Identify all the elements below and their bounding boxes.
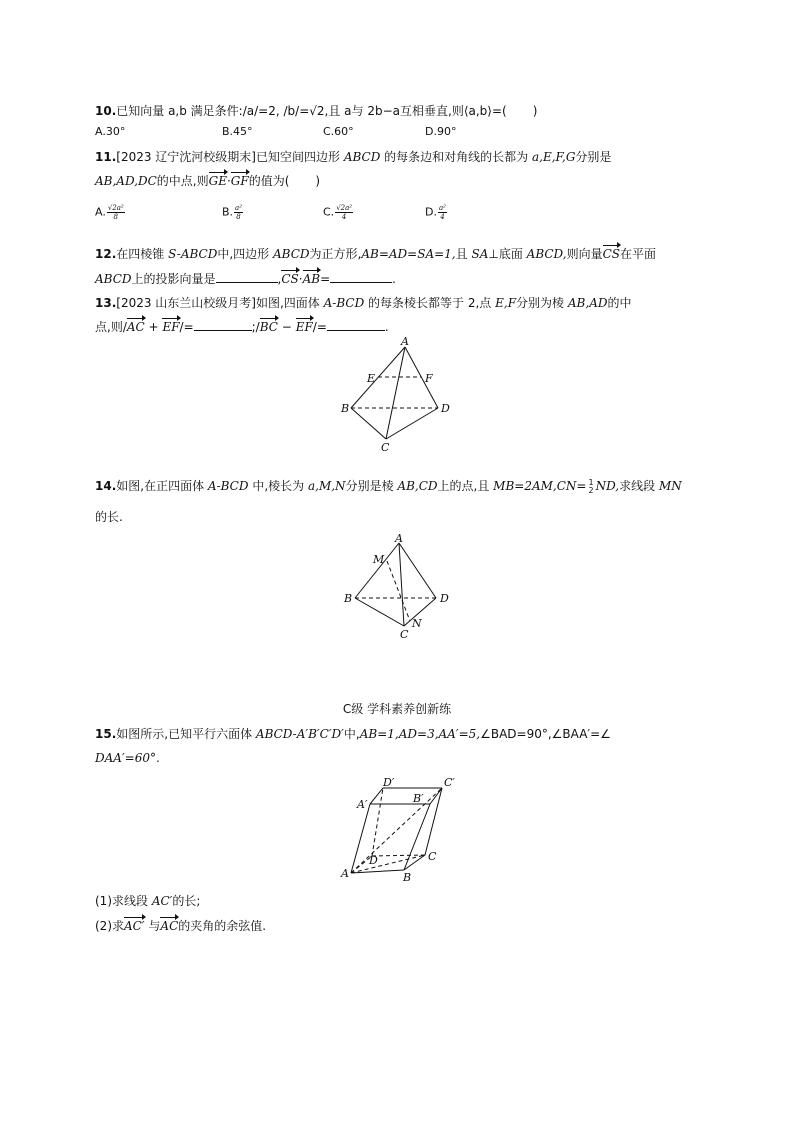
numerator: a² <box>235 204 243 212</box>
edge-dd1-hidden <box>372 788 383 856</box>
question-text: /a/=2, /b/=√2, <box>242 104 329 118</box>
math-var: ABCD <box>343 150 381 164</box>
vector-ac: AC <box>160 919 179 933</box>
label-e: E <box>367 372 376 385</box>
math-var: AB,CD <box>397 479 438 493</box>
vector-bc: BC <box>259 320 278 334</box>
numerator: a² <box>438 204 446 212</box>
punct: , <box>277 272 282 286</box>
edge-dc-hidden <box>372 855 425 856</box>
question-text: 的值为( <box>248 174 290 188</box>
paren: ) <box>315 174 321 188</box>
numerator: √2a² <box>107 204 124 212</box>
label-b1: B′ <box>413 792 424 805</box>
question-text: 分别是棱 <box>345 479 394 493</box>
question-text: 中,四边形 <box>217 247 270 261</box>
vector-ef: EF <box>295 320 313 334</box>
vector-ac: AC <box>126 320 145 334</box>
question-text: 的每条棱长都等于 2,点 <box>368 296 492 310</box>
question-text: 点,则/ <box>95 320 127 334</box>
punct: . <box>392 272 396 286</box>
question-text: 则向量 <box>566 247 603 261</box>
math-var: AB,AD,DC <box>95 174 157 188</box>
question-number: 12. <box>95 247 117 261</box>
label-c: C <box>428 850 437 863</box>
math-var: a,M,N <box>307 479 346 493</box>
question-text: 的中 <box>607 296 632 310</box>
vector-cs: CS <box>602 247 620 261</box>
question-number: 11. <box>95 150 117 164</box>
label-f: F <box>425 372 433 385</box>
math-var: AB,AD <box>567 296 608 310</box>
math-var: S-ABCD <box>168 247 218 261</box>
denominator: 4 <box>440 213 445 221</box>
label-b: B <box>403 871 412 884</box>
label-m: M <box>373 553 385 566</box>
question-text: /= <box>179 320 194 334</box>
equals: = <box>320 272 331 286</box>
question-text: 且 <box>455 247 468 261</box>
question-text: 且 a与 2b−a互相垂直,则⟨a,b⟩=( <box>328 104 507 118</box>
label-d1: D′ <box>383 776 395 789</box>
question-number: 10. <box>95 104 117 118</box>
math-var: AB=1,AD=3,AA′=5, <box>359 727 481 741</box>
question-text: 已知向量 a,b 满足条件: <box>116 104 243 118</box>
dot-operator: · <box>226 174 231 188</box>
question-number: 14. <box>95 479 117 493</box>
question-text: 分别为棱 <box>516 296 565 310</box>
label-c: C <box>381 441 390 454</box>
math-var: AC′ <box>151 894 173 908</box>
math-var: A-BCD <box>323 296 365 310</box>
label-a: A <box>395 532 403 545</box>
minus: − <box>281 320 292 334</box>
edge-aa1 <box>351 804 370 873</box>
denominator: 8 <box>236 213 241 221</box>
question-text: ∠BAD=90°,∠BAA′=∠ <box>480 727 611 741</box>
vector-ef: EF <box>162 320 180 334</box>
question-14-line2: 的长. <box>95 510 123 524</box>
label-c: C <box>400 628 409 641</box>
edge-cc1 <box>425 788 442 855</box>
option-label: A. <box>95 205 106 219</box>
math-var: ABCD, <box>526 247 567 261</box>
plus: + <box>148 320 159 334</box>
math-var: a,E,F,G <box>532 150 576 164</box>
question-text: 的长; <box>172 894 201 908</box>
math-var: SA <box>471 247 489 261</box>
question-number: 15. <box>95 727 117 741</box>
question-15-sub2 <box>95 918 266 934</box>
math-var: AB=AD=SA=1, <box>361 247 456 261</box>
question-text: [2023 辽宁沈河校级期末]已知空间四边形 <box>116 150 340 164</box>
option-d: D.90° <box>425 125 457 138</box>
question-text: 上的点,且 <box>437 479 490 493</box>
math-var: ABCD-A′B′C′D′ <box>255 727 344 741</box>
question-15-sub1 <box>95 893 200 909</box>
question-number: 13. <box>95 296 117 310</box>
question-text: [2023 山东兰山校级月考]如图,四面体 <box>116 296 320 310</box>
math-var: DAA′=60°. <box>95 751 160 765</box>
question-text: 中, <box>343 727 360 741</box>
math-var: A-BCD <box>207 479 249 493</box>
vector-ab: AB <box>302 272 321 286</box>
question-text: 的每条边和对角线的长都为 <box>384 150 529 164</box>
numerator: √2a² <box>336 204 353 212</box>
math-var: E,F <box>495 296 517 310</box>
dot-operator: · <box>298 272 303 286</box>
math-var: ND, <box>595 479 620 493</box>
punct: . <box>384 320 389 334</box>
question-text: 在平面 <box>619 247 656 261</box>
option-label: C. <box>323 205 335 219</box>
edge-d1a1 <box>370 788 383 804</box>
math-var: ABCD <box>273 247 310 261</box>
question-text: 求线段 <box>619 479 656 493</box>
label-d: D <box>369 854 378 867</box>
question-text: 在四棱锥 <box>116 247 165 261</box>
label-b: B <box>344 592 353 605</box>
label-n: N <box>412 617 422 630</box>
option-label: B. <box>222 205 234 219</box>
option-a: A.30° <box>95 125 126 138</box>
question-text: ;/ <box>251 320 260 334</box>
section-heading: C级 学科素养创新练 <box>342 702 452 716</box>
question-text: /= <box>312 320 327 334</box>
label-a: A <box>341 867 349 880</box>
label-d: D <box>440 592 449 605</box>
question-text: 为正方形, <box>309 247 362 261</box>
question-text: ) <box>532 104 538 118</box>
math-var: MN <box>658 479 682 493</box>
question-text: ⊥底面 <box>488 247 523 261</box>
label-d: D <box>441 402 450 415</box>
question-text: 的中点,则 <box>156 174 209 188</box>
question-text: 上的投影向量是 <box>131 272 216 286</box>
numerator: 1 <box>588 477 594 487</box>
label-b: B <box>341 402 350 415</box>
option-c: C.60° <box>323 125 354 138</box>
question-text: 中,棱长为 <box>252 479 305 493</box>
vector-cs: CS <box>281 272 299 286</box>
question-text: 分别是 <box>575 150 612 164</box>
label-a1: A′ <box>357 798 368 811</box>
question-text: 如图所示,已知平行六面体 <box>116 727 253 741</box>
label-a: A <box>401 335 409 348</box>
question-text: 如图,在正四面体 <box>116 479 205 493</box>
math-var: MB=2AM,CN= <box>493 479 587 493</box>
vector-ac1: AC′ <box>124 919 145 933</box>
denominator: 8 <box>113 213 119 221</box>
math-var: ABCD <box>95 272 132 286</box>
vector-gf: GF <box>230 174 249 188</box>
denominator: 2 <box>588 485 594 495</box>
question-text: (2)求 <box>95 919 124 933</box>
question-text: 与 <box>148 919 161 933</box>
option-b: B.45° <box>222 125 253 138</box>
vector-ge: GE <box>208 174 227 188</box>
denominator: 4 <box>341 213 347 221</box>
label-c1: C′ <box>444 776 455 789</box>
option-label: D. <box>425 205 437 219</box>
question-text: 的夹角的余弦值. <box>178 919 267 933</box>
question-text: (1)求线段 <box>95 894 148 908</box>
